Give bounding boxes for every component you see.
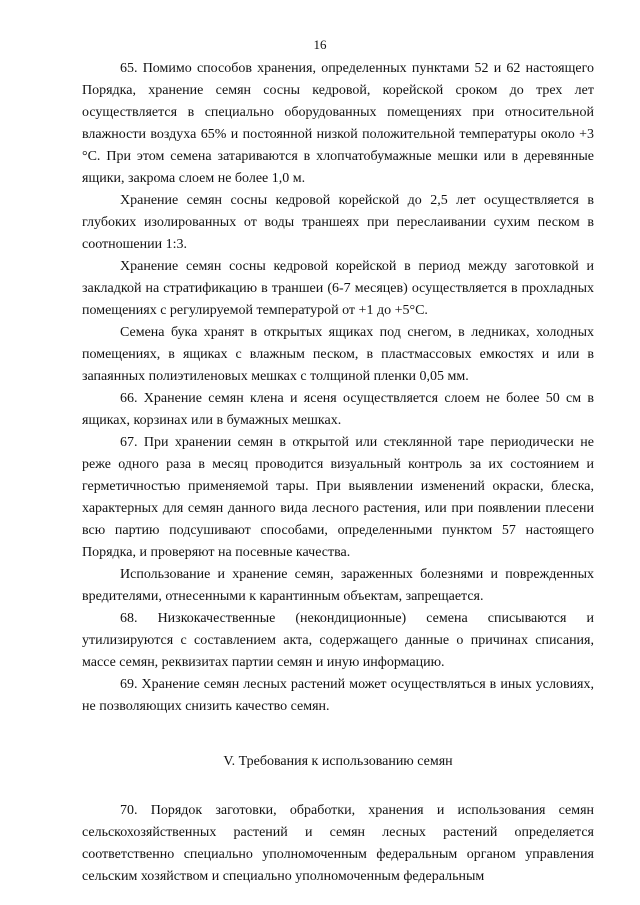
paragraph-beech-storage: Семена бука хранят в открытых ящиках под снегом, в ледниках, холодных помещениях, в ящиках с влажным песком, в пластмассовых емкостях и или в запаянных полиэтиленовых мешках с толщиной пленки 0,05 мм.	[82, 325, 594, 384]
paragraph-70: 70. Порядок заготовки, обработки, хранения и использования семян сельскохозяйственных растений и семян лесных растений определяется соответственно специально уполномоченным федеральным органом управления сельским хозяйством и специально уполномоченным федеральным	[82, 803, 594, 884]
paragraph-cedar-stratification-storage: Хранение семян сосны кедровой корейской в период между заготовкой и закладкой на стратификацию в траншеи (6-7 месяцев) осуществляется в прохладных помещениях с регулируемой температурой от +1 до +5°С.	[82, 259, 594, 318]
paragraph-66: 66. Хранение семян клена и ясеня осуществляется слоем не более 50 см в ящиках, корзинах или в бумажных мешках.	[82, 391, 594, 428]
page-number: 16	[313, 37, 327, 52]
paragraph-67: 67. При хранении семян в открытой или стеклянной таре периодически не реже одного раза в месяц проводится визуальный контроль за их состоянием и герметичностью применяемой тары. При выявлении изменений окраски, блеска, характерных для семян данного вида лесного растения, или при появлении плесени всю партию подсушивают способами, определенными пунктом 57 настоящего Порядка, и проверяют на посевные качества.	[82, 435, 594, 560]
spacer	[82, 773, 594, 800]
paragraph-69: 69. Хранение семян лесных растений может осуществляться в иных условиях, не позволяющих снизить качество семян.	[82, 677, 594, 714]
section-heading: V. Требования к использованию семян	[223, 754, 453, 769]
paragraph-quarantine: Использование и хранение семян, зараженных болезнями и поврежденных вредителями, отнесенными к карантинным объектам, запрещается.	[82, 567, 594, 604]
document-body	[82, 58, 594, 888]
paragraph-65: 65. Помимо способов хранения, определенных пунктами 52 и 62 настоящего Порядка, хранение семян сосны кедровой, корейской сроком до трех лет осуществляется в специально оборудованных помещениях при относительной влажности воздуха 65% и постоянной низкой положительной температуры около +3 °С. При этом семена затариваются в хлопчатобумажные мешки или в деревянные ящики, закрома слоем не более 1,0 м.	[82, 61, 594, 186]
spacer	[82, 718, 594, 751]
paragraph-cedar-trench-storage: Хранение семян сосны кедровой корейской до 2,5 лет осуществляется в глубоких изолированных от воды траншеях при переслаивании сухим песком в соотношении 1:3.	[82, 193, 594, 252]
paragraph-68: 68. Низкокачественные (некондиционные) семена списываются и утилизируются с составлением акта, содержащего данные о причинах списания, массе семян, реквизитах партии семян и иную информацию.	[82, 611, 594, 670]
